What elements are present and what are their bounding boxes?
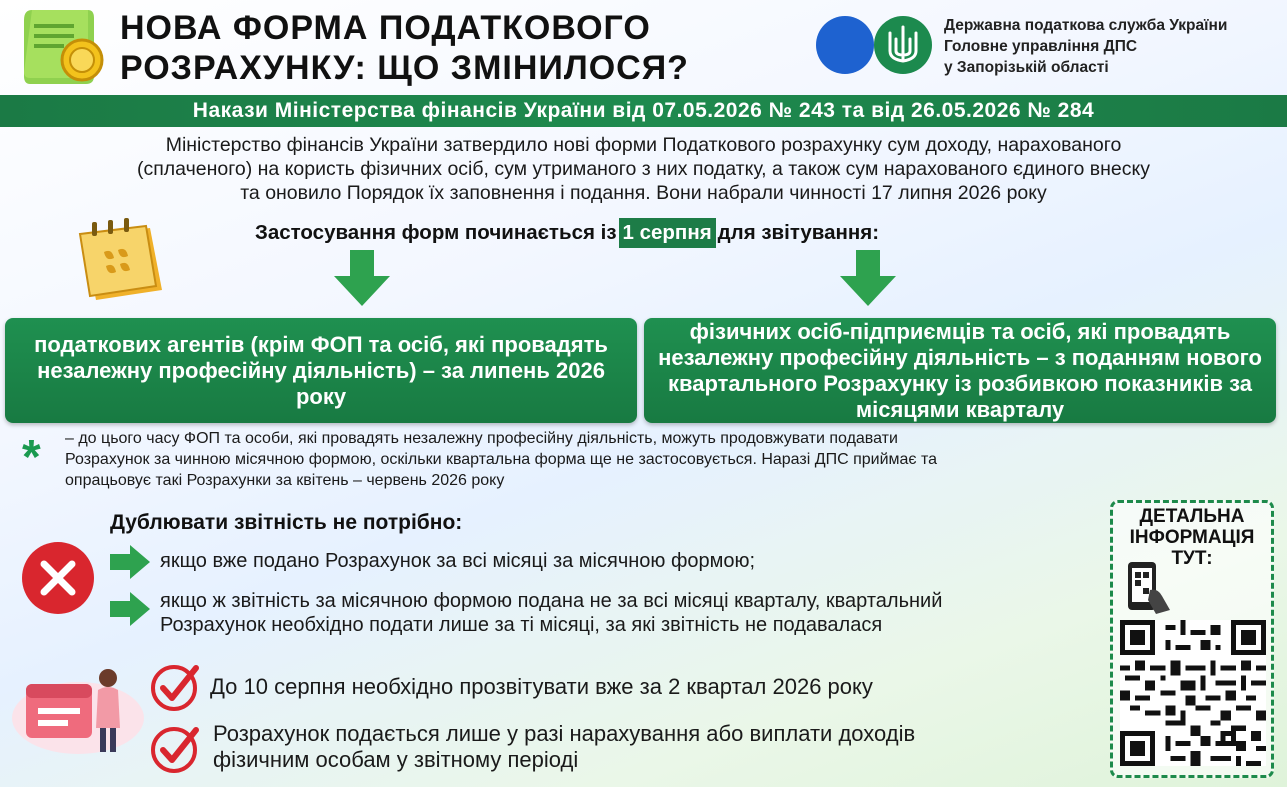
qr-code[interactable] bbox=[1120, 620, 1266, 766]
note-line-1: – до цього часу ФОП та особи, які провадять незалежну професійну діяльність, можуть продовжувати подавати bbox=[65, 430, 898, 447]
fact-condition bbox=[213, 721, 1093, 773]
org-line-1: Державна податкова служба України bbox=[944, 17, 1228, 34]
intro-paragraph bbox=[0, 133, 1287, 205]
intro-line-3: та оновило Порядок їх заповнення і подання. Вони набрали чинності 17 липня 2026 року bbox=[240, 182, 1047, 204]
orders-ribbon: Накази Міністерства фінансів України від 07.05.2026 № 243 та від 26.05.2026 № 284 bbox=[0, 95, 1287, 127]
entrepreneurs-text: фізичних осіб-підприємців та осіб, які провадять незалежну професійну діяльність – з поданням нового квартального Розрахунку із розбивкою показників за місяцями кварталу bbox=[658, 318, 1262, 422]
arrow-right-icon bbox=[110, 545, 150, 579]
fact-2-line-1: Розрахунок подається лише у разі нарахування або виплати доходів bbox=[213, 721, 916, 746]
start-date-highlight: 1 серпня bbox=[619, 218, 716, 248]
trident-emblem-icon bbox=[874, 16, 932, 74]
calendar-icon bbox=[74, 212, 170, 308]
no-duplicate-heading: Дублювати звітність не потрібно: bbox=[110, 511, 463, 534]
title-line-2: РОЗРАХУНКУ: ЩО ЗМІНИЛОСЯ? bbox=[120, 49, 689, 87]
fact-deadline: До 10 серпня необхідно прозвітувати вже за 2 квартал 2026 року bbox=[210, 674, 873, 699]
arrow-right-icon bbox=[110, 592, 150, 626]
footnote bbox=[65, 428, 1245, 491]
fact-2-line-2: фізичним особам у звітному періоді bbox=[213, 747, 579, 772]
start-text-before: Застосування форм починається із bbox=[255, 221, 617, 244]
condition-2 bbox=[160, 589, 1120, 637]
organization-name bbox=[944, 15, 1284, 78]
title-line-1: НОВА ФОРМА ПОДАТКОВОГО bbox=[120, 9, 651, 47]
checkmark-icon bbox=[150, 660, 202, 712]
checkmark-icon bbox=[150, 722, 202, 774]
document-coin-icon bbox=[18, 4, 110, 90]
asterisk-icon: * bbox=[22, 431, 41, 484]
intro-line-2: (сплаченого) на користь фізичних осіб, сум утриманого з них податку, а також сум нарахованого єдиного внеску bbox=[136, 158, 1150, 180]
start-text-after: для звітування: bbox=[717, 221, 880, 244]
tax-agents-box bbox=[5, 318, 637, 423]
start-date-line bbox=[255, 218, 1055, 248]
dps-logo-blue-circle bbox=[816, 16, 874, 74]
calendar-woman-illustration bbox=[8, 648, 148, 758]
arrow-down-icon bbox=[838, 250, 898, 306]
entrepreneurs-box bbox=[644, 318, 1276, 423]
arrow-down-icon bbox=[332, 250, 392, 306]
note-line-2: Розрахунок за чинною місячною формою, оскільки квартальна форма ще не застосовується. Наразі ДПС приймає та bbox=[65, 451, 938, 468]
close-x-icon bbox=[20, 540, 96, 616]
intro-line-1: Міністерство фінансів України затвердило нові форми Податкового розрахунку сум доходу, нарахованого bbox=[165, 134, 1122, 156]
condition-1: якщо вже подано Розрахунок за всі місяці за місячною формою; bbox=[160, 550, 756, 572]
tax-agents-text: податкових агентів (крім ФОП та осіб, які провадять незалежну професійну діяльність) – за липень 2026 року bbox=[34, 331, 608, 409]
page-title bbox=[120, 8, 780, 88]
note-line-3: опрацьовує такі Розрахунки за квітень – червень 2026 року bbox=[65, 472, 505, 489]
condition-2-line-2: Розрахунок необхідно подати лише за ті місяці, за які звітність не подавалася bbox=[160, 614, 883, 636]
info-line-3: ТУТ: bbox=[1171, 548, 1213, 569]
info-line-2: ІНФОРМАЦІЯ bbox=[1129, 527, 1255, 548]
condition-2-line-1: якщо ж звітність за місячною формою подана не за всі місяці кварталу, квартальний bbox=[160, 590, 943, 612]
org-line-2: Головне управління ДПС bbox=[944, 38, 1138, 55]
org-line-3: у Запорізькій області bbox=[944, 59, 1109, 76]
info-line-1: ДЕТАЛЬНА bbox=[1139, 506, 1245, 527]
phone-scan-icon bbox=[1120, 560, 1176, 616]
